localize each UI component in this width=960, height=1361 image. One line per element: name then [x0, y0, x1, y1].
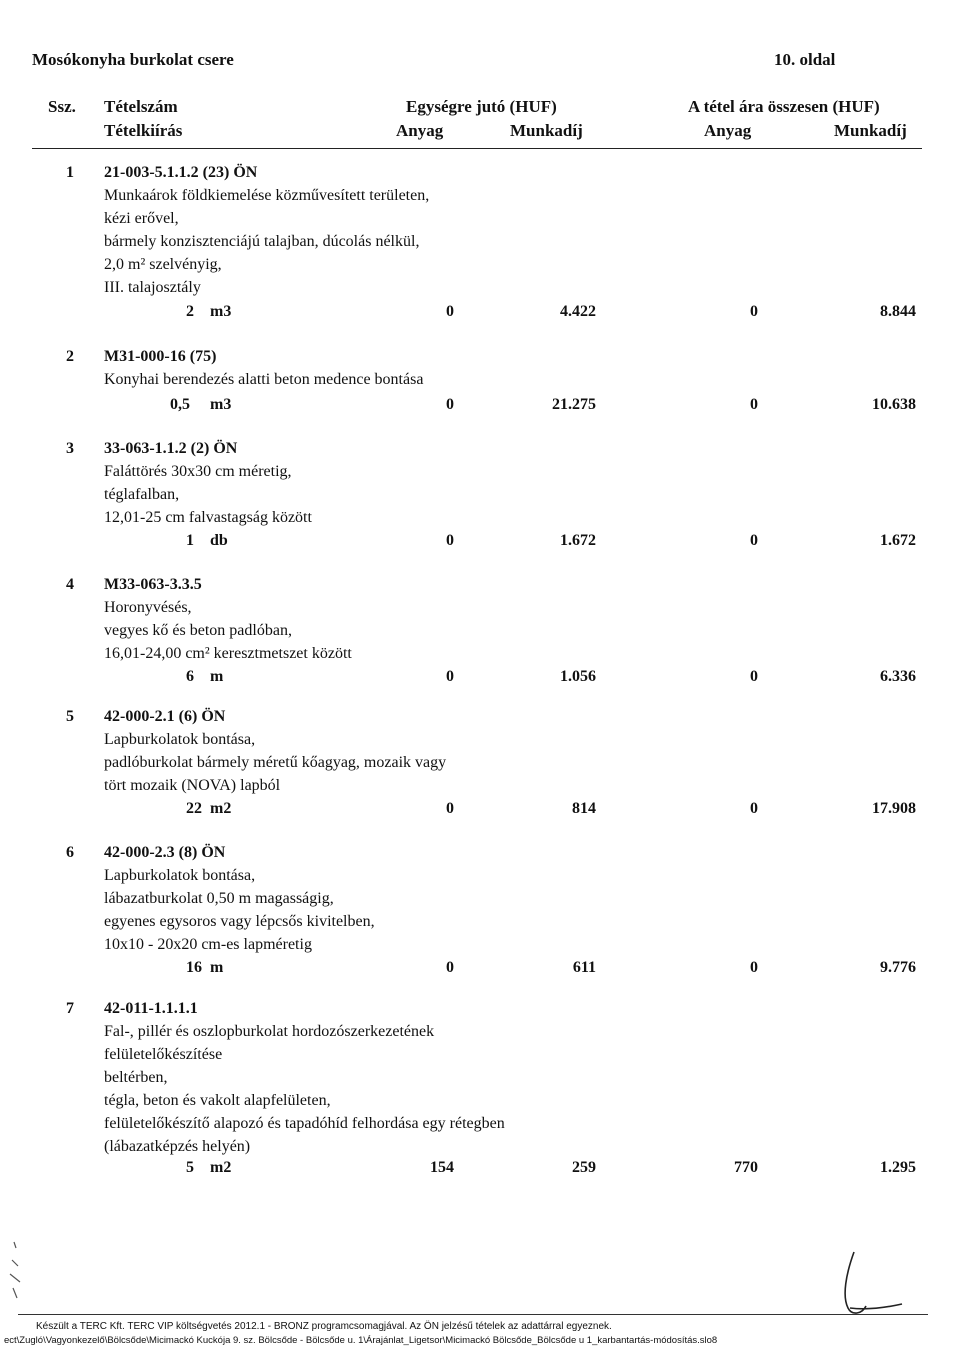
col-tetelkiiras: Tételkiírás — [104, 121, 183, 140]
item-total-anyag: 0 — [750, 303, 758, 320]
item-number: 3 — [66, 440, 74, 457]
item-number: 6 — [66, 844, 74, 861]
item-code: 42-011-1.1.1.1 — [104, 1000, 198, 1017]
item-number: 5 — [66, 708, 74, 725]
item-munkadij: 4.422 — [560, 303, 596, 320]
item-description-line: 10x10 - 20x20 cm-es lapméretig — [104, 936, 312, 953]
item-unit: db — [210, 532, 228, 549]
item-description-line: beltérben, — [104, 1069, 168, 1086]
item-description-line: Munkaárok földkiemelése közművesített területen, — [104, 187, 430, 204]
item-description-line: lábazatburkolat 0,50 m magasságig, — [104, 890, 334, 907]
col-anyag-unit: Anyag — [396, 121, 444, 140]
header-rule — [32, 148, 922, 149]
item-description-line: 2,0 m² szelvényig, — [104, 256, 222, 273]
item-description-line: felületelőkészítése — [104, 1046, 223, 1063]
item-total-munkadij: 8.844 — [880, 303, 916, 320]
item-quantity: 16 — [186, 959, 202, 976]
col-munkadij-unit: Munkadíj — [510, 121, 583, 140]
item-anyag: 0 — [446, 959, 454, 976]
item-description-line: Lapburkolatok bontása, — [104, 867, 256, 884]
col-anyag-total: Anyag — [704, 121, 752, 140]
col-tetelszam: Tételszám — [104, 97, 178, 116]
footer-file-path: ect\Zugló\Vagyonkezelő\Bölcsőde\Micimackó Kuckója 9. sz. Bölcsőde - Bölcsőde u. 1\Árajánlat_Ligetsor\Micimackó Bölcsőde_Bölcsőde u 1_karbantartás-módosítás.slo8 — [4, 1335, 718, 1346]
item-description-line: téglafalban, — [104, 486, 180, 503]
item-number: 2 — [66, 348, 74, 365]
item-code: 33-063-1.1.2 (2) ÖN — [104, 440, 238, 457]
item-description-line: 12,01-25 cm falvastagság között — [104, 509, 312, 526]
item-quantity: 6 — [186, 668, 194, 685]
scan-mark — [0, 1238, 30, 1308]
item-total-anyag: 770 — [734, 1159, 758, 1176]
item-description-line: III. talajosztály — [104, 279, 201, 296]
item-anyag: 0 — [446, 668, 454, 685]
item-total-munkadij: 17.908 — [872, 800, 916, 817]
item-description-line: Fal-, pillér és oszlopburkolat hordozószerkezetének — [104, 1023, 435, 1040]
item-unit: m3 — [210, 303, 232, 320]
item-unit: m — [210, 668, 224, 685]
item-munkadij: 611 — [572, 959, 596, 976]
item-quantity: 1 — [186, 532, 194, 549]
item-total-munkadij: 9.776 — [880, 959, 916, 976]
item-code: M31-000-16 (75) — [104, 348, 217, 365]
item-description-line: vegyes kő és beton padlóban, — [104, 622, 292, 639]
item-munkadij: 259 — [572, 1159, 596, 1176]
col-total-price: A tétel ára összesen (HUF) — [688, 97, 880, 116]
item-code: 21-003-5.1.1.2 (23) ÖN — [104, 164, 258, 181]
item-number: 1 — [66, 164, 74, 181]
item-total-anyag: 0 — [750, 668, 758, 685]
item-description-line: bármely konzisztenciájú talajban, dúcolás nélkül, — [104, 233, 420, 250]
item-anyag: 0 — [446, 396, 454, 413]
item-code: 42-000-2.3 (8) ÖN — [104, 844, 226, 861]
item-description-line: 16,01-24,00 cm² keresztmetszet között — [104, 645, 352, 662]
item-description-line: Horonyvésés, — [104, 599, 192, 616]
item-total-munkadij: 6.336 — [880, 668, 916, 685]
item-total-munkadij: 1.672 — [880, 532, 916, 549]
item-munkadij: 1.672 — [560, 532, 596, 549]
item-quantity: 5 — [186, 1159, 194, 1176]
item-description-line: Konyhai berendezés alatti beton medence bontása — [104, 371, 424, 388]
page-number: 10. oldal — [774, 50, 836, 69]
item-total-anyag: 0 — [750, 959, 758, 976]
item-anyag: 0 — [446, 303, 454, 320]
item-description-line: Lapburkolatok bontása, — [104, 731, 256, 748]
item-unit: m2 — [210, 800, 232, 817]
item-unit: m2 — [210, 1159, 232, 1176]
item-unit: m3 — [210, 396, 232, 413]
document-title: Mosókonyha burkolat csere — [32, 50, 234, 69]
item-quantity: 0,5 — [170, 396, 190, 413]
item-description-line: kézi erővel, — [104, 210, 179, 227]
item-anyag: 154 — [430, 1159, 454, 1176]
item-description-line: tört mozaik (NOVA) lapból — [104, 777, 281, 794]
item-description-line: egyenes egysoros vagy lépcsős kivitelben, — [104, 913, 375, 930]
item-total-anyag: 0 — [750, 532, 758, 549]
item-total-munkadij: 10.638 — [872, 396, 916, 413]
item-code: M33-063-3.3.5 — [104, 576, 202, 593]
item-total-anyag: 0 — [750, 800, 758, 817]
item-number: 4 — [66, 576, 74, 593]
item-munkadij: 1.056 — [560, 668, 596, 685]
item-description-line: felületelőkészítő alapozó és tapadóhíd felhordása egy rétegben — [104, 1115, 505, 1132]
item-anyag: 0 — [446, 532, 454, 549]
item-total-anyag: 0 — [750, 396, 758, 413]
col-munkadij-total: Munkadíj — [834, 121, 907, 140]
item-anyag: 0 — [446, 800, 454, 817]
item-description-line: padlóburkolat bármely méretű kőagyag, mozaik vagy — [104, 754, 447, 771]
item-description-line: Faláttörés 30x30 cm méretig, — [104, 463, 292, 480]
item-description-line: tégla, beton és vakolt alapfelületen, — [104, 1092, 331, 1109]
item-quantity: 2 — [186, 303, 194, 320]
item-description-line: (lábazatképzés helyén) — [104, 1138, 251, 1155]
item-number: 7 — [66, 1000, 74, 1017]
col-ssz: Ssz. — [48, 97, 76, 116]
item-code: 42-000-2.1 (6) ÖN — [104, 708, 226, 725]
item-munkadij: 21.275 — [552, 396, 596, 413]
footer-software-note: Készült a TERC Kft. TERC VIP költségvetés 2012.1 - BRONZ programcsomagjával. Az ÖN jelzésű tételek az adattárral egyeznek. — [36, 1321, 612, 1332]
item-unit: m — [210, 959, 224, 976]
item-quantity: 22 — [186, 800, 202, 817]
item-munkadij: 814 — [572, 800, 596, 817]
handwritten-initial — [836, 1244, 906, 1320]
item-total-munkadij: 1.295 — [880, 1159, 916, 1176]
footer-rule — [18, 1314, 928, 1315]
col-unit-price: Egységre jutó (HUF) — [406, 97, 557, 116]
